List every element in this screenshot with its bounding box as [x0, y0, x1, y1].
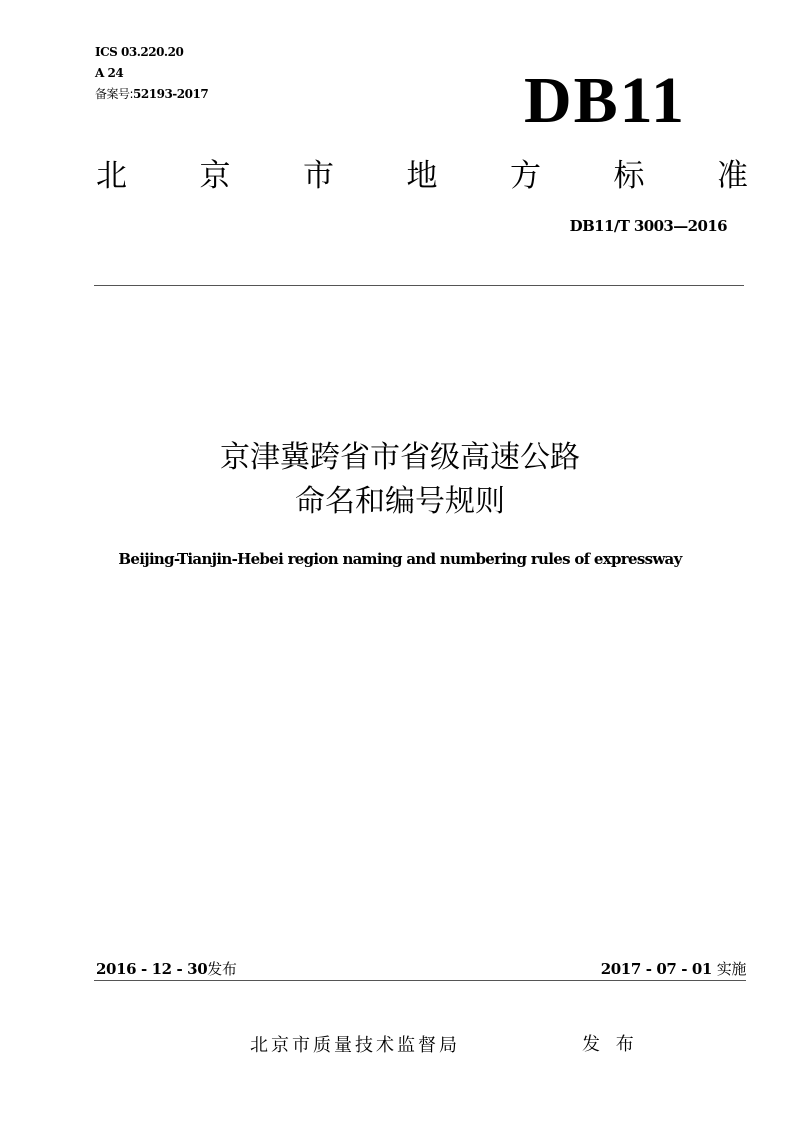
standard-type-char: 方 [510, 158, 541, 194]
issuing-authority: 北京市质量技术监督局 [250, 1035, 460, 1056]
standard-type-char: 准 [717, 158, 748, 194]
ics-code: ICS 03.220.20 [95, 45, 184, 59]
filing-label: 备案号: [95, 87, 134, 101]
standard-number: DB11/T 3003—2016 [569, 217, 727, 235]
bottom-divider [94, 980, 746, 981]
top-divider [94, 285, 744, 286]
filing-record [95, 84, 208, 105]
standard-type-char: 市 [303, 158, 334, 194]
release-date: 2016 - 12 - 30 [96, 960, 208, 978]
document-title-cn [0, 436, 800, 524]
release-info [96, 958, 236, 979]
standard-type-char: 北 [96, 158, 127, 194]
implement-info [601, 958, 746, 979]
release-label: 发布 [207, 960, 237, 978]
title-line-1: 京津冀跨省市省级高速公路 [220, 440, 580, 475]
ccs-code: A 24 [95, 66, 124, 80]
standard-type-char: 标 [613, 158, 645, 194]
title-line-2: 命名和编号规则 [295, 484, 505, 519]
filing-number: 52193-2017 [133, 87, 209, 101]
standard-code: DB11 [524, 64, 687, 137]
implement-date: 2017 - 07 - 01 [600, 960, 712, 978]
document-metadata [95, 42, 208, 105]
standard-type [96, 156, 748, 196]
document-title-en: Beijing-Tianjin-Hebei region naming and numbering rules of expressway [118, 550, 682, 568]
standard-type-char: 地 [406, 158, 438, 194]
issue-label: 发 布 [582, 1034, 639, 1055]
standard-type-char: 京 [199, 158, 231, 194]
implement-label: 实施 [716, 960, 746, 978]
date-row [96, 958, 746, 980]
